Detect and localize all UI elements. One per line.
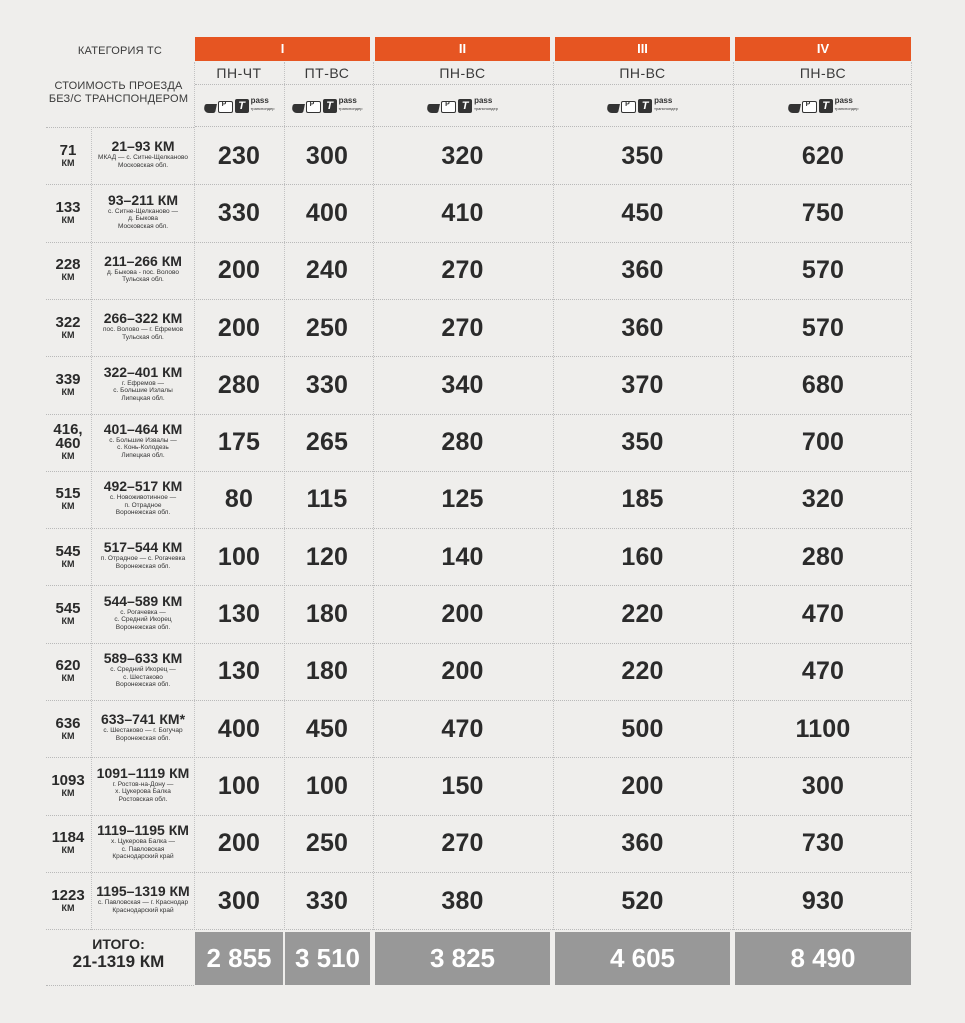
grid-line — [46, 356, 911, 357]
grid-line — [46, 643, 911, 644]
total-label-line1: ИТОГО: — [92, 936, 145, 952]
row-route-desc: с. Ситне-Щелканово — — [108, 207, 178, 215]
row-route-desc: п. Отрадное — с. Рогачевка — [100, 555, 186, 563]
row-route-desc: с. Рогачевка — — [120, 608, 166, 616]
price-cell: 500 — [621, 714, 664, 743]
row-route-desc: Воронежская обл. — [115, 562, 171, 570]
grid-line — [553, 62, 554, 930]
grid-line — [46, 242, 911, 243]
tpass-logo-icon: T — [819, 99, 833, 113]
pass-word: pass — [834, 96, 853, 105]
row-route-desc: с. Большие Извалы — — [109, 436, 177, 444]
grid-line — [46, 528, 911, 529]
row-segment — [92, 192, 194, 231]
pass-sub: транспондер — [474, 106, 498, 111]
row-km — [46, 141, 90, 168]
price-cell: 230 — [217, 141, 261, 170]
price-cell: 200 — [441, 657, 484, 686]
price-cell: 175 — [217, 428, 261, 457]
price-cell: 125 — [441, 485, 484, 514]
price-cell: 270 — [441, 829, 484, 858]
tpass-logo-icon: T — [458, 99, 472, 113]
cash-card-tpass-icon — [788, 97, 859, 113]
price-cell: 300 — [217, 886, 261, 915]
price-cell: 410 — [441, 199, 484, 227]
row-km — [46, 542, 90, 569]
grid-line — [46, 815, 911, 816]
row-segment — [92, 138, 194, 169]
row-km — [46, 714, 90, 741]
row-segment — [92, 253, 194, 284]
row-route-desc: Липецкая обл. — [121, 394, 165, 402]
grid-line — [46, 985, 194, 986]
price-cell: 240 — [305, 256, 349, 285]
row-range: 1091–1119 КМ — [96, 764, 190, 781]
price-cell: 100 — [217, 771, 261, 800]
row-km-unit: КМ — [61, 902, 75, 913]
row-km — [46, 258, 90, 282]
pass-text — [654, 97, 678, 113]
row-route-desc: Воронежская обл. — [115, 623, 171, 631]
grid-line — [46, 299, 911, 300]
price-cell: 330 — [217, 199, 261, 227]
row-km-value: 71 — [59, 141, 77, 159]
row-route-desc: с. Большие Излалы — [113, 387, 173, 395]
row-route-desc: д. Быкова — [128, 215, 158, 223]
price-cell: 470 — [801, 600, 845, 628]
payment-icon — [195, 85, 283, 125]
tpass-logo-icon: T — [323, 99, 337, 113]
grid-line — [46, 127, 194, 128]
card-icon — [218, 101, 233, 113]
row-route-desc: Краснодарский край — [112, 853, 174, 860]
row-route-desc: Московская обл. — [117, 161, 169, 169]
price-cell: 620 — [801, 141, 845, 170]
pass-text — [251, 97, 275, 113]
row-route-desc: Тульская обл. — [122, 276, 164, 284]
row-segment — [92, 711, 194, 742]
category-3-header: III — [555, 37, 730, 61]
row-route-desc: г. Ростов-на-Дону — — [112, 780, 174, 788]
price-cell: 180 — [305, 657, 349, 686]
row-route-desc: с. Средний Икорец — — [110, 666, 176, 674]
price-cell: 200 — [621, 771, 664, 800]
grid-line — [733, 62, 734, 930]
row-segment — [92, 593, 194, 632]
price-cell: 270 — [441, 256, 484, 285]
payment-icon — [375, 85, 550, 125]
pass-word: pass — [338, 96, 357, 105]
row-route-desc: пос. Волово — г. Ефремов — [102, 326, 184, 333]
row-km-unit: КМ — [61, 673, 75, 684]
price-cell: 360 — [621, 256, 664, 285]
price-cell: 930 — [801, 886, 845, 915]
grid-line — [46, 585, 911, 586]
price-cell: 360 — [621, 829, 664, 858]
total-value-col-3: 3 825 — [375, 932, 550, 985]
card-letter: P — [221, 101, 227, 108]
row-range: 492–517 КМ — [103, 478, 183, 495]
row-route-desc: Липецкая обл. — [121, 451, 165, 459]
pass-word: pass — [474, 96, 493, 105]
row-route-desc: Краснодарский край — [112, 906, 174, 914]
category-1-header: I — [195, 37, 370, 61]
row-range: 401–464 КМ — [103, 420, 183, 437]
price-cell: 180 — [305, 600, 349, 628]
card-icon — [441, 101, 456, 113]
total-value-col-5: 8 490 — [735, 932, 911, 985]
row-km — [46, 831, 90, 855]
row-km — [46, 370, 90, 397]
price-cell: 570 — [801, 256, 845, 285]
price-cell: 185 — [621, 485, 664, 514]
row-km-unit: КМ — [61, 329, 75, 340]
price-cell: 320 — [441, 141, 484, 170]
row-segment — [92, 883, 194, 914]
hand-icon — [787, 104, 801, 113]
row-route-desc: п. Отрадное — [124, 501, 162, 509]
row-km — [46, 423, 90, 461]
row-km — [46, 886, 90, 913]
price-cell: 470 — [801, 657, 845, 686]
row-route-desc: с. Средний Икорец — [114, 616, 172, 624]
grid-line — [911, 62, 912, 930]
day-label-col-3: ПН-ВС — [439, 65, 486, 81]
price-cell: 120 — [305, 542, 349, 571]
cost-label-line1: СТОИМОСТЬ ПРОЕЗДА — [54, 80, 183, 92]
grid-line — [46, 471, 911, 472]
pass-word: pass — [654, 96, 673, 105]
price-cell: 360 — [621, 313, 664, 342]
pass-sub: транспондер — [834, 106, 859, 111]
row-range: 266–322 КМ — [103, 310, 183, 326]
row-route-desc: Воронежская обл. — [115, 509, 171, 517]
row-km-unit: КМ — [61, 845, 75, 856]
row-segment — [92, 478, 194, 517]
row-km — [46, 313, 90, 340]
row-range: 211–266 КМ — [104, 252, 182, 269]
day-label-col-5: ПН-ВС — [799, 65, 847, 81]
row-km-value: 1093 — [51, 771, 85, 789]
card-letter: P — [805, 101, 811, 108]
day-label-col-4: ПН-ВС — [619, 65, 666, 81]
row-segment — [92, 364, 194, 403]
payment-icon — [555, 85, 730, 125]
grid-line — [373, 62, 374, 930]
row-range: 1119–1195 КМ — [97, 822, 189, 838]
row-route-desc: с. Конь-Колодезь — [117, 444, 169, 452]
grid-line — [46, 757, 911, 758]
pass-sub: транспондер — [338, 106, 363, 111]
price-cell: 470 — [441, 714, 484, 743]
row-range: 544–589 КМ — [103, 592, 183, 609]
row-range: 517–544 КМ — [103, 539, 183, 556]
grid-line — [46, 184, 911, 185]
row-route-desc: с. Шестаково — г. Богучар — [103, 727, 183, 735]
row-route-desc: Московская обл. — [117, 222, 169, 230]
row-route-desc: х. Цукерова Балка — — [110, 838, 176, 845]
row-route-desc: с. Павловская — г. Краснодар — [97, 899, 189, 906]
price-cell: 100 — [305, 771, 349, 800]
price-cell: 200 — [217, 829, 261, 858]
card-letter: P — [445, 101, 450, 108]
hand-icon — [291, 104, 305, 113]
price-cell: 400 — [217, 714, 261, 743]
price-cell: 340 — [441, 370, 484, 399]
row-km-value: 1223 — [51, 886, 85, 904]
price-cell: 270 — [441, 313, 484, 342]
row-km-value: 228 — [55, 256, 81, 274]
row-km-value: 339 — [55, 370, 81, 388]
card-icon — [306, 101, 321, 113]
cost-label-line2: БЕЗ/С ТРАНСПОНДЕРОМ — [48, 93, 189, 105]
total-value-col-2: 3 510 — [285, 932, 370, 985]
row-route-desc: Воронежская обл. — [115, 681, 171, 689]
row-segment — [92, 310, 194, 341]
row-route-desc: Ростовская обл. — [118, 795, 168, 803]
price-cell: 700 — [801, 428, 845, 457]
price-cell: 160 — [621, 542, 664, 571]
pass-text — [474, 97, 498, 113]
row-km-value: 416, 460 — [53, 421, 83, 453]
price-cell: 200 — [217, 313, 261, 342]
hand-icon — [426, 104, 440, 113]
row-km-value: 515 — [55, 485, 81, 503]
cash-card-tpass-icon — [427, 97, 498, 113]
price-cell: 250 — [305, 829, 349, 858]
price-cell: 265 — [305, 428, 349, 457]
price-cell: 350 — [621, 428, 664, 457]
row-range: 322–401 КМ — [103, 363, 183, 380]
card-icon — [621, 101, 636, 113]
cash-card-tpass-icon — [292, 97, 363, 113]
row-km-value: 545 — [55, 600, 81, 617]
cash-card-tpass-icon — [607, 97, 678, 113]
price-cell: 400 — [305, 199, 349, 227]
row-km-unit: КМ — [61, 451, 75, 462]
row-km-value: 133 — [55, 199, 81, 216]
price-cell: 330 — [305, 370, 349, 399]
day-label-col-1: ПН-ЧТ — [216, 65, 262, 81]
price-cell: 220 — [621, 600, 664, 628]
hand-icon — [203, 104, 217, 113]
row-route-desc: г. Ефремов — — [122, 379, 164, 387]
price-cell: 200 — [441, 600, 484, 628]
price-cell: 330 — [305, 886, 349, 915]
row-range: 21–93 КМ — [111, 138, 175, 155]
price-cell: 380 — [441, 886, 484, 915]
row-km-unit: КМ — [61, 215, 75, 225]
row-route-desc: с. Шестаково — [123, 673, 163, 681]
price-cell: 370 — [621, 370, 664, 399]
tpass-logo-icon: T — [638, 99, 652, 113]
row-segment — [92, 650, 194, 689]
row-km — [46, 771, 90, 798]
row-km-value: 545 — [55, 542, 81, 560]
grid-line — [46, 929, 911, 930]
row-segment — [92, 421, 194, 460]
pass-text — [339, 97, 363, 113]
pass-text — [835, 97, 859, 113]
total-label — [46, 936, 191, 972]
row-km-unit: КМ — [61, 616, 75, 626]
row-km-unit: КМ — [61, 386, 75, 397]
row-route-desc: с. Павловская — [121, 845, 165, 853]
row-route-desc: МКАД — с. Ситне-Щелканово — [98, 154, 188, 162]
price-cell: 150 — [441, 771, 484, 800]
row-route-desc: д. Быкова - пос. Волово — [107, 268, 179, 276]
price-cell: 280 — [217, 370, 261, 399]
price-cell: 320 — [801, 485, 845, 514]
row-km — [46, 602, 90, 626]
grid-line — [46, 872, 911, 873]
row-range: 93–211 КМ — [107, 191, 179, 208]
price-cell: 730 — [801, 829, 845, 858]
row-km-unit: КМ — [61, 787, 75, 798]
row-range: 633–741 КМ* — [100, 711, 186, 728]
price-cell: 450 — [305, 714, 349, 743]
row-route-desc: х. Цукерова Балка — [115, 788, 171, 796]
grid-line — [46, 414, 911, 415]
payment-icon — [284, 85, 370, 125]
price-cell: 300 — [801, 771, 845, 800]
price-cell: 350 — [621, 141, 664, 170]
row-km — [46, 487, 90, 511]
price-cell: 300 — [305, 141, 349, 170]
row-segment — [92, 539, 194, 570]
row-km-value: 1184 — [51, 829, 85, 847]
tpass-logo-icon: T — [235, 99, 249, 113]
price-cell: 130 — [217, 657, 261, 686]
price-cell: 680 — [801, 370, 845, 399]
cash-card-tpass-icon — [204, 97, 275, 113]
price-cell: 520 — [621, 886, 664, 915]
row-km-value: 636 — [55, 714, 81, 732]
row-range: 589–633 КМ — [103, 650, 183, 667]
total-label-line2: 21-1319 КМ — [72, 952, 165, 971]
card-letter: P — [309, 101, 315, 108]
total-value-col-1: 2 855 — [195, 932, 283, 985]
price-cell: 250 — [305, 313, 349, 342]
price-cell: 1100 — [795, 714, 851, 743]
row-km-unit: КМ — [61, 272, 75, 283]
row-km — [46, 659, 90, 683]
day-label-col-2: ПТ-ВС — [304, 65, 350, 81]
row-route-desc: с. Новоживотинное — — [109, 494, 177, 502]
category-4-header: IV — [735, 37, 911, 61]
price-cell: 750 — [801, 199, 845, 227]
grid-line — [46, 700, 911, 701]
total-value-col-4: 4 605 — [555, 932, 730, 985]
card-icon — [802, 101, 817, 113]
price-cell: 130 — [217, 600, 261, 628]
row-km-unit: КМ — [61, 730, 75, 741]
price-cell: 220 — [621, 657, 664, 686]
pass-sub: транспондер — [654, 106, 678, 111]
price-cell: 115 — [306, 485, 348, 514]
card-letter: P — [625, 101, 630, 108]
price-cell: 280 — [441, 428, 484, 457]
row-segment — [92, 822, 194, 861]
row-km-value: 620 — [55, 657, 81, 675]
row-km-value: 322 — [55, 313, 81, 331]
row-km-unit: КМ — [61, 157, 75, 168]
price-cell: 570 — [801, 313, 845, 342]
row-route-desc: Воронежская обл. — [115, 734, 171, 742]
row-km-unit: КМ — [61, 501, 75, 512]
row-segment — [92, 765, 194, 804]
price-cell: 450 — [621, 199, 664, 227]
row-route-desc: Тульская обл. — [122, 333, 164, 341]
payment-icon — [735, 85, 911, 125]
category-label: КАТЕГОРИЯ ТС — [77, 45, 163, 57]
price-cell: 140 — [441, 542, 484, 571]
price-cell: 200 — [217, 256, 261, 285]
price-cell: 280 — [801, 542, 845, 571]
price-cell: 100 — [217, 542, 261, 571]
category-2-header: II — [375, 37, 550, 61]
pass-word: pass — [250, 96, 269, 105]
price-cell: 80 — [224, 485, 254, 514]
row-km-unit: КМ — [61, 558, 75, 569]
row-km — [46, 201, 90, 225]
hand-icon — [606, 104, 620, 113]
row-range: 1195–1319 КМ — [96, 883, 190, 899]
pass-sub: транспондер — [250, 106, 275, 111]
